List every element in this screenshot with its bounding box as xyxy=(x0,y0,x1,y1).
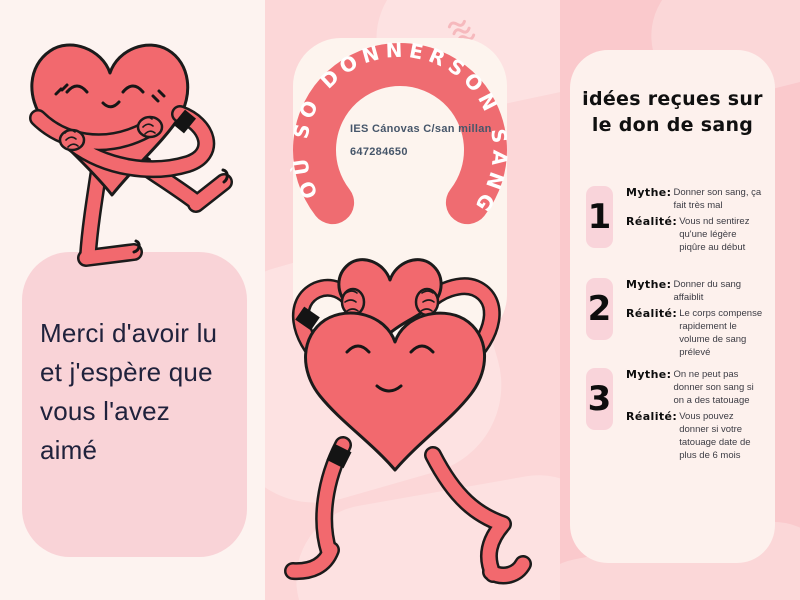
reality-label: Réalité: xyxy=(626,410,678,423)
myth-number-badge: 3 xyxy=(586,368,613,430)
myth-number-badge: 1 xyxy=(586,186,613,248)
myth-text: On ne peut pas donner son sang si on a des tatouage xyxy=(673,369,754,406)
myth-item-1 xyxy=(586,186,764,254)
panel-where-to-donate xyxy=(265,0,560,600)
reality-text: Vous pouvez donner si votre tatouage date de plus de 6 mois xyxy=(679,411,751,461)
panel-myths xyxy=(560,0,800,600)
arc-title-text: OÙ SO DONNERSON SANG xyxy=(287,37,513,221)
reality-label: Réalité: xyxy=(626,215,678,228)
thanks-line: aimé xyxy=(40,435,98,465)
myth-label: Mythe: xyxy=(626,186,672,199)
myths-title-line2: le don de sang xyxy=(591,114,754,136)
myth-label: Mythe: xyxy=(626,368,672,381)
reality-text: Vous nd sentirez qu'une légère piqûre au début xyxy=(679,216,750,253)
panel-thanks xyxy=(0,0,265,600)
myths-card xyxy=(570,50,775,563)
myth-text: Donner son sang, ça fait très mal xyxy=(673,187,762,211)
myth-label: Mythe: xyxy=(626,278,672,291)
myth-number-badge: 2 xyxy=(586,278,613,340)
thanks-line: et j'espère que xyxy=(40,357,213,387)
myth-item-3 xyxy=(586,368,764,462)
hugging-heart-character-icon xyxy=(10,30,260,290)
myth-text: Donner du sang affaiblit xyxy=(673,279,742,303)
peeking-heart-character-icon xyxy=(265,0,560,600)
myth-item-2 xyxy=(586,278,764,359)
phone-text: 647284650 xyxy=(350,146,408,158)
reality-label: Réalité: xyxy=(626,307,678,320)
thanks-message-box xyxy=(22,252,247,557)
address-text: IES Cánovas C/san millan xyxy=(350,123,492,135)
myths-title xyxy=(570,86,775,138)
thanks-line: Merci d'avoir lu xyxy=(40,318,218,348)
reality-text: Le corps compense rapidement le volume de sang prélevé xyxy=(679,308,763,358)
thanks-line: vous l'avez xyxy=(40,396,171,426)
myths-title-line1: idées reçues sur xyxy=(582,88,763,110)
thanks-message xyxy=(40,314,240,470)
